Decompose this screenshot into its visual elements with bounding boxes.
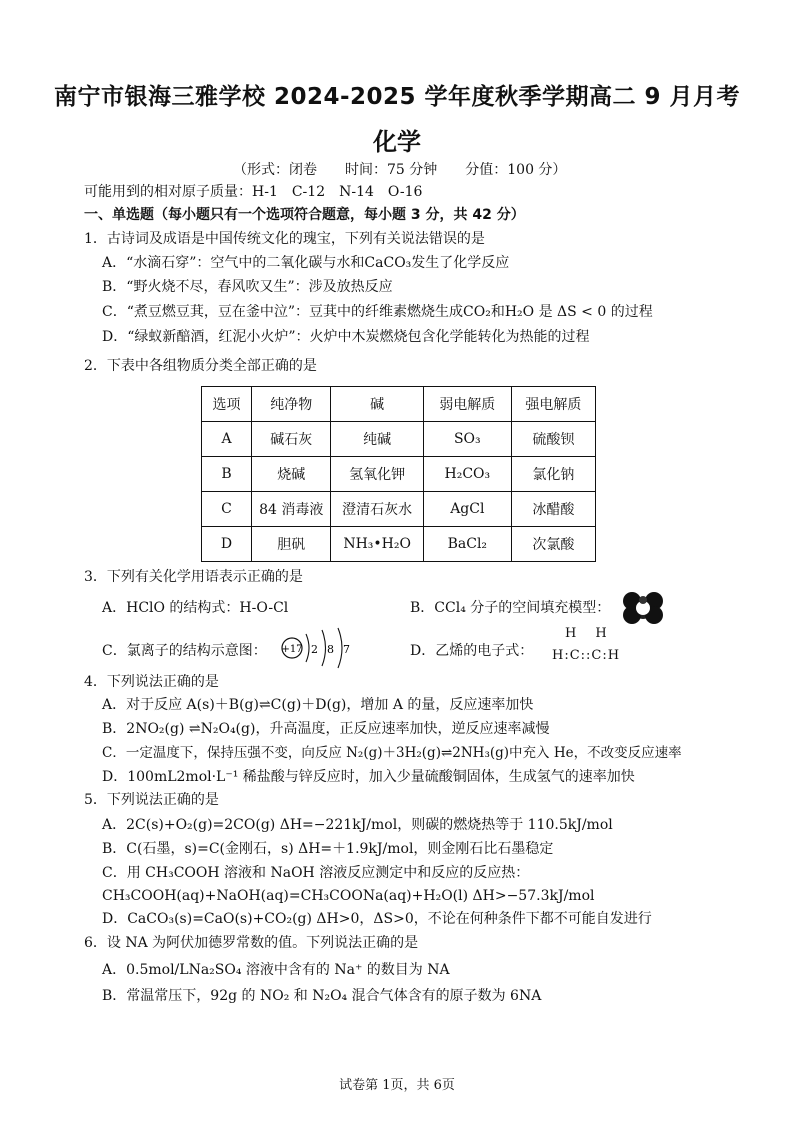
question-1-option-a: A．“水滴石穿”：空气中的二氧化碳与水和CaCO₃发生了化学反应 (102, 255, 510, 271)
table-header-cell: 选项 (202, 387, 252, 422)
question-1-option-d: D．“绿蚁新醅酒，红泥小火炉”：火炉中木炭燃烧包含化学能转化为热能的过程 (102, 329, 590, 345)
table-cell: AgCl (423, 492, 511, 527)
shell-arc (322, 630, 326, 666)
question-1-option-b: B．“野火烧不尽，春风吹又生”：涉及放热反应 (102, 279, 393, 295)
table-cell: BaCl₂ (423, 527, 511, 562)
table-cell: 澄清石灰水 (331, 492, 423, 527)
question-5-option-c: C．用 CH₃COOH 溶液和 NaOH 溶液反应测定中和反应的反应热： (102, 865, 530, 881)
exam-info: （形式：闭卷 时间：75 分钟 分值：100 分） (233, 162, 567, 178)
question-4-stem: 4．下列说法正确的是 (84, 674, 219, 690)
table-row (202, 492, 596, 527)
question-5-option-a: A．2C(s)+O₂(g)=2CO(g) ΔH=−221kJ/mol，则碳的燃烧热等于 110.5kJ/mol (102, 817, 613, 833)
table-cell: B (202, 457, 252, 492)
question-3-option-d: D．乙烯的电子式： (410, 643, 534, 659)
table-cell: D (202, 527, 252, 562)
table-header-cell: 纯净物 (252, 387, 331, 422)
table-cell: H₂CO₃ (423, 457, 511, 492)
table-header-cell: 弱电解质 (423, 387, 511, 422)
table-cell: 冰醋酸 (511, 492, 595, 527)
table-cell: NH₃•H₂O (331, 527, 423, 562)
question-5-option-c-equation: CH₃COOH(aq)+NaOH(aq)=CH₃COONa(aq)+H₂O(l) ΔH>−57.3kJ/mol (102, 888, 595, 904)
table-cell: A (202, 422, 252, 457)
table-cell: SO₃ (423, 422, 511, 457)
question-5-option-b: B．C(石墨，s)=C(金刚石，s) ΔH=＋1.9kJ/mol，则金刚石比石墨稳定 (102, 841, 554, 857)
nucleus-charge: +17 (281, 644, 303, 655)
atomic-masses: 可能用到的相对原子质量：H-1 C-12 N-14 O-16 (84, 184, 423, 200)
exam-title: 南宁市银海三雅学校 2024-2025 学年度秋季学期高二 9 月月考 (53, 84, 741, 110)
ethylene-electron-formula: H:C::C:H (552, 648, 621, 663)
subject-title: 化学 (373, 128, 421, 156)
question-4-option-d: D．100mL2mol·L⁻¹ 稀盐酸与锌反应时，加入少量硫酸铜固体，生成氢气的速率加快 (102, 769, 635, 785)
section-heading: 一、单选题（每小题只有一个选项符合题意，每小题 3 分，共 42 分） (84, 207, 525, 223)
shell-arc (338, 628, 342, 668)
table-cell: 碱石灰 (252, 422, 331, 457)
question-4-option-b: B．2NO₂(g) ⇌N₂O₄(g)，升高温度，正反应速率加快，逆反应速率减慢 (102, 721, 550, 737)
table-row (202, 457, 596, 492)
question-6-option-a: A．0.5mol/LNa₂SO₄ 溶液中含有的 Na⁺ 的数目为 NA (102, 962, 450, 978)
table-row (202, 527, 596, 562)
question-1-option-c: C．“煮豆燃豆萁，豆在釜中泣”：豆萁中的纤维素燃烧生成CO₂和H₂O 是 ΔS < 0 的过程 (102, 304, 653, 320)
table-cell: 纯碱 (331, 422, 423, 457)
question-3-option-b: B．CCl₄ 分子的空间填充模型： (410, 600, 611, 616)
classification-table (201, 386, 596, 562)
question-3-option-c: C．氯离子的结构示意图： (102, 643, 267, 659)
question-5-stem: 5．下列说法正确的是 (84, 792, 219, 808)
question-1-stem: 1．古诗词及成语是中国传统文化的瑰宝，下列有关说法错误的是 (84, 231, 485, 247)
table-header-row (202, 387, 596, 422)
table-cell: 氯化钠 (511, 457, 595, 492)
question-3-option-a: A．HClO 的结构式：H-O-Cl (102, 600, 289, 616)
table-cell: 胆矾 (252, 527, 331, 562)
table-header-cell: 碱 (331, 387, 423, 422)
table-row (202, 422, 596, 457)
table-cell: C (202, 492, 252, 527)
question-2-stem: 2．下表中各组物质分类全部正确的是 (84, 358, 317, 374)
shell-electrons: 2 (311, 643, 318, 656)
page-footer: 试卷第 1页，共 6页 (339, 1078, 455, 1093)
table-cell: 硫酸钡 (511, 422, 595, 457)
table-cell: 次氯酸 (511, 527, 595, 562)
table-header-cell: 强电解质 (511, 387, 595, 422)
shell-electrons: 8 (327, 643, 334, 656)
chloride-ion-diagram (278, 622, 358, 670)
shell-electrons: 7 (343, 643, 350, 656)
table-cell: 烧碱 (252, 457, 331, 492)
question-4-option-a: A．对于反应 A(s)＋B(g)⇌C(g)＋D(g)，增加 A 的量，反应速率加快 (102, 697, 534, 713)
question-4-option-c: C．一定温度下，保持压强不变，向反应 N₂(g)＋3H₂(g)⇌2NH₃(g)中充入 He，不改变反应速率 (102, 745, 682, 761)
table-cell: 84 消毒液 (252, 492, 331, 527)
question-3-stem: 3．下列有关化学用语表示正确的是 (84, 569, 303, 585)
question-5-option-d: D．CaCO₃(s)=CaO(s)+CO₂(g) ΔH>0，ΔS>0，不论在何种条件下都不可能自发进行 (102, 911, 652, 927)
shell-arc (306, 634, 309, 662)
question-6-stem: 6．设 NA 为阿伏加德罗常数的值。下列说法正确的是 (84, 935, 419, 951)
ethylene-electron-formula-top: H H (565, 626, 610, 641)
ccl4-space-filling-model-icon (619, 590, 667, 626)
question-6-option-b: B．常温常压下，92g 的 NO₂ 和 N₂O₄ 混合气体含有的原子数为 6NA (102, 988, 542, 1004)
table-cell: 氢氧化钾 (331, 457, 423, 492)
